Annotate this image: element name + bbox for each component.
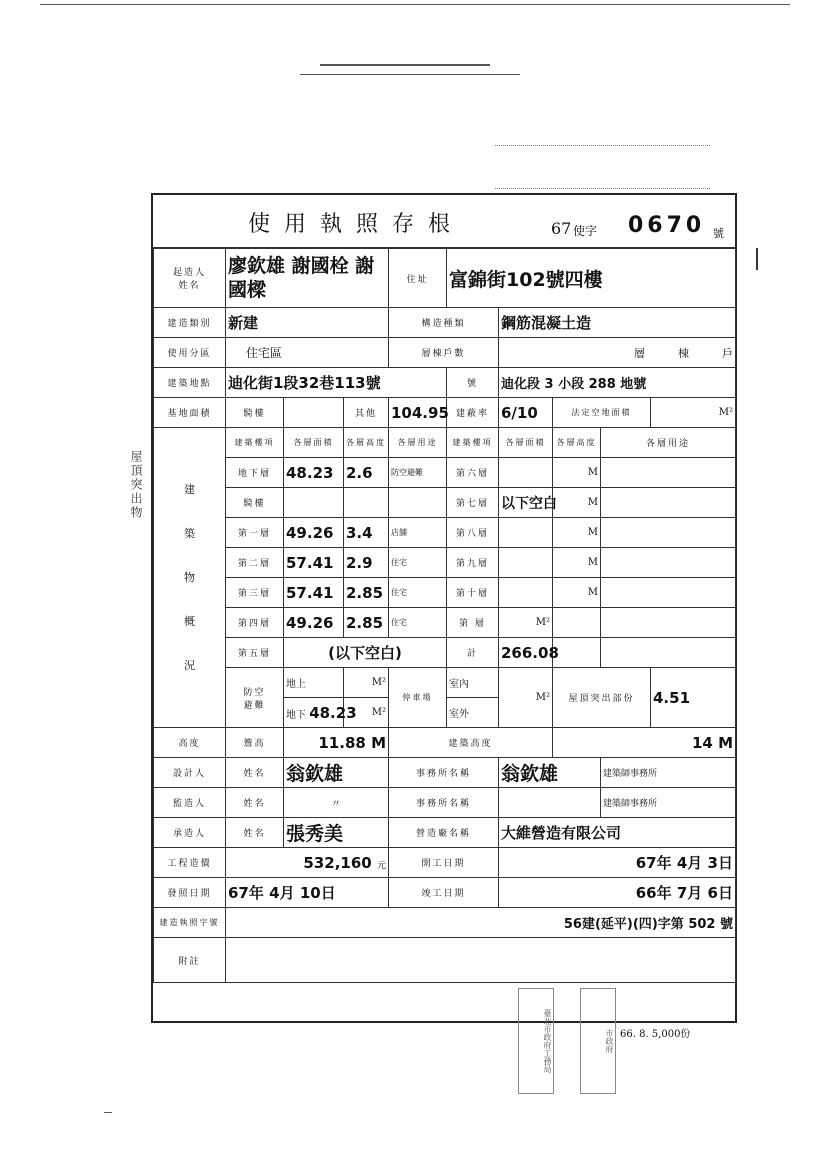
site-address: 迪化街1段32巷113號	[226, 368, 447, 398]
building-type-value: 新建	[226, 308, 389, 338]
remarks-row: 附註	[154, 938, 736, 983]
permit-document	[151, 193, 737, 1023]
permit-year: 67	[551, 219, 572, 238]
building-type-label: 建造類別	[154, 308, 226, 338]
lot-value: 迪化段 3 小段 288 地號	[499, 368, 736, 398]
other-area-value: 104.95	[389, 398, 447, 428]
permit-suffix: 號	[713, 227, 724, 240]
permit-number: 0670	[628, 213, 706, 238]
floor-row: 第三層 57.41 2.85 住宅 第十層 M	[154, 578, 736, 608]
arcade-label: 騎樓	[226, 398, 284, 428]
col-header: 各層面積	[284, 428, 344, 458]
permit-table	[153, 248, 736, 983]
structure-value: 鋼筋混凝土造	[499, 308, 736, 338]
col-header: 建築樓項	[226, 428, 284, 458]
col-header: 各層用途	[389, 428, 447, 458]
scan-artifact	[40, 4, 790, 5]
floor-row: 第四層 49.26 2.85 住宅 第 層 M²	[154, 608, 736, 638]
floor-row: 第一層 49.26 3.4 店舖 第八層 M	[154, 518, 736, 548]
shelter-row: 防空 避難 地上 M² 停車場 室內 M² 屋頂突出部份 4.51	[154, 668, 736, 698]
official-stamp: 臺北市政府工務局	[518, 988, 554, 1094]
height-row: 高度 簷高 11.88 M 建築高度 14 M	[154, 728, 736, 758]
permit-ref-row: 建造執照字號 56建(延平)(四)字第 502 號	[154, 908, 736, 938]
scan-artifact	[104, 1112, 112, 1113]
supervisor-row: 監造人 姓名 〃 事務所名稱 建築師事務所	[154, 788, 736, 818]
floor-row: 第五層 (以下空白) 計 266.08	[154, 638, 736, 668]
lot-label: 號	[447, 368, 499, 398]
use-zone-value: 住宅區	[226, 338, 389, 368]
floor-row: 第二層 57.41 2.9 住宅 第九層 M	[154, 548, 736, 578]
scan-artifact	[320, 64, 490, 66]
arcade-value	[284, 398, 344, 428]
issue-row: 發照日期 67年 4月 10日 竣工日期 66年 7月 6日	[154, 878, 736, 908]
permit-char: 使字	[573, 224, 598, 238]
address-value: 富錦街102號四樓	[447, 249, 736, 308]
title-row	[153, 195, 735, 248]
floor-row: 騎樓 第七層 以下空白 M	[154, 488, 736, 518]
floor-row: 地下層 48.23 2.6 防空避難 第六層 M	[154, 458, 736, 488]
legal-open-space-label: 法定空地面積	[553, 398, 651, 428]
floors-units-value: 層 棟 戶	[499, 338, 736, 368]
other-label: 其他	[344, 398, 389, 428]
footer-print: 66. 8. 5,000份	[620, 1029, 691, 1040]
cost-row: 工程造價 532,160 元 開工日期 67年 4月 3日	[154, 848, 736, 878]
contractor-row: 承造人 姓名 張秀美 營造廠名稱 大維營造有限公司	[154, 818, 736, 848]
address-label: 住址	[389, 249, 447, 308]
designer-row: 設計人 姓名 翁欽雄 事務所名稱 翁欽雄 建築師事務所	[154, 758, 736, 788]
owner-label: 起造人 姓名	[154, 249, 226, 308]
page-mark	[756, 248, 758, 270]
official-stamp: 市政府	[580, 988, 616, 1094]
area-label: 基地面積	[154, 398, 226, 428]
coverage-value: 6/10	[499, 398, 553, 428]
structure-label: 構造種類	[389, 308, 499, 338]
use-zone-label: 使用分區	[154, 338, 226, 368]
side-note: 屋頂突出物	[129, 450, 143, 520]
col-header: 各層面積	[499, 428, 553, 458]
col-header: 建築樓項	[447, 428, 499, 458]
coverage-label: 建蔽率	[447, 398, 499, 428]
legal-open-space-value: M²	[651, 398, 736, 428]
site-label: 建築地點	[154, 368, 226, 398]
owner-value: 廖欽雄 謝國栓 謝國樑	[226, 249, 389, 308]
document-title: 使用執照存根	[248, 212, 465, 237]
floors-units-label: 層棟戶數	[389, 338, 499, 368]
col-header: 各層高度	[553, 428, 601, 458]
scan-artifact	[300, 74, 520, 75]
col-header: 各層用途	[601, 428, 736, 458]
archive-stamp	[495, 145, 710, 189]
shelter-row: 地下 48.23 M² 室外	[154, 698, 736, 728]
building-section-label: 建 築 物 概 況	[154, 428, 226, 728]
col-header: 各層高度	[344, 428, 389, 458]
